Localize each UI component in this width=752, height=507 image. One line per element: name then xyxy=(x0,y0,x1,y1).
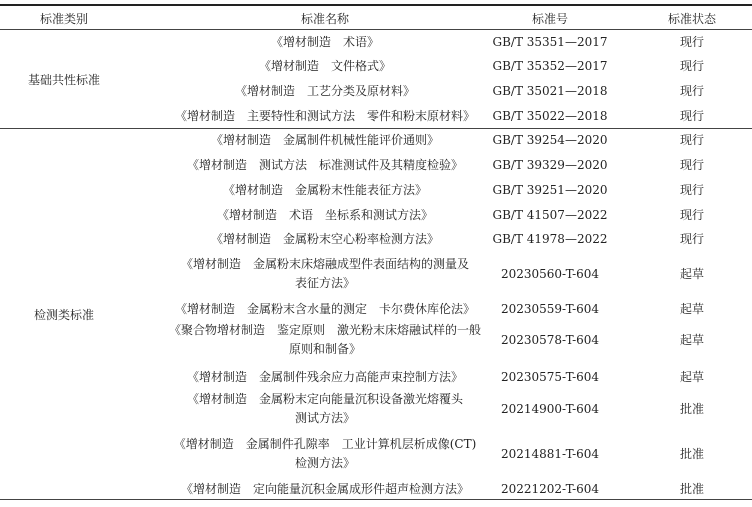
standard-code: GB/T 35352—2017 xyxy=(492,59,608,73)
standard-name-line: 《增材制造 金属粉末定向能量沉积设备激光熔覆头 xyxy=(186,392,463,406)
standard-name xyxy=(128,390,522,428)
standard-name-line: 《聚合物增材制造 鉴定原则 激光粉末床熔融试样的一般 xyxy=(168,323,481,337)
standard-status: 现行 xyxy=(679,35,704,49)
standard-name-line: 检测方法》 xyxy=(294,456,355,470)
standard-code: 20230578-T-604 xyxy=(500,332,600,347)
standard-status: 批准 xyxy=(679,482,704,496)
standard-status: 批准 xyxy=(679,401,704,416)
standard-code: 20230560-T-604 xyxy=(500,266,600,281)
standard-status: 现行 xyxy=(679,84,704,98)
table-bottom-rule xyxy=(0,499,752,500)
header-name: 标准名称 xyxy=(300,12,349,26)
standard-name-line: 表征方法》 xyxy=(294,276,355,290)
standard-name-line: 《增材制造 测试方法 标准测试件及其精度检验》 xyxy=(186,158,463,172)
standard-status: 现行 xyxy=(679,133,704,147)
standard-name xyxy=(128,255,522,293)
standard-status: 现行 xyxy=(679,208,704,222)
standard-name-line: 《增材制造 术语》 xyxy=(270,35,379,49)
standard-code: GB/T 35021—2018 xyxy=(492,84,608,98)
standard-name xyxy=(128,82,522,101)
standard-name-line: 《增材制造 工艺分类及原材料》 xyxy=(234,84,415,98)
standard-name-line: 测试方法》 xyxy=(294,411,355,425)
standard-code: GB/T 35022—2018 xyxy=(492,109,608,123)
standard-name-line: 《增材制造 金属粉末床熔融成型件表面结构的测量及 xyxy=(180,257,469,271)
standard-name xyxy=(128,156,522,175)
standard-name xyxy=(128,230,522,249)
standard-code: GB/T 39254—2020 xyxy=(492,133,608,147)
header-code: 标准号 xyxy=(531,12,568,26)
standard-name xyxy=(128,321,522,359)
standard-name xyxy=(128,368,522,387)
table-top-rule xyxy=(0,4,752,6)
standard-code: GB/T 39329—2020 xyxy=(492,158,608,172)
standard-name-line: 《增材制造 金属制件孔隙率 工业计算机层析成像(CT) xyxy=(173,437,477,451)
header-rule xyxy=(0,29,752,30)
standard-name-line: 《增材制造 定向能量沉积金属成形件超声检测方法》 xyxy=(180,482,469,496)
standard-status: 起草 xyxy=(679,370,704,384)
standard-code: GB/T 35351—2017 xyxy=(492,35,608,49)
standard-status: 起草 xyxy=(679,266,704,281)
standard-name xyxy=(128,131,522,150)
standard-name-line: 《增材制造 金属制件残余应力高能声束控制方法》 xyxy=(186,370,463,384)
standard-code: GB/T 41978—2022 xyxy=(492,232,608,246)
standard-status: 现行 xyxy=(679,232,704,246)
standard-code: 20230575-T-604 xyxy=(500,370,600,384)
standard-status: 起草 xyxy=(679,332,704,347)
standard-name xyxy=(128,480,522,499)
standard-name xyxy=(128,181,522,200)
standard-code: 20230559-T-604 xyxy=(500,302,600,316)
standard-name xyxy=(128,107,522,126)
standard-name-line: 《增材制造 金属粉末含水量的测定 卡尔费休库伦法》 xyxy=(174,302,475,316)
standard-name xyxy=(128,300,522,319)
standard-status: 现行 xyxy=(679,158,704,172)
standard-name-line: 《增材制造 金属粉末性能表征方法》 xyxy=(222,183,427,197)
standard-code: GB/T 41507—2022 xyxy=(492,208,608,222)
standard-code: GB/T 39251—2020 xyxy=(492,183,608,197)
standard-name-line: 《增材制造 金属制件机械性能评价通则》 xyxy=(210,133,439,147)
standard-name xyxy=(128,33,522,52)
standard-code: 20214900-T-604 xyxy=(500,401,600,416)
category-testing: 检测类标准 xyxy=(33,308,94,322)
standard-name-line: 《增材制造 术语 坐标系和测试方法》 xyxy=(216,208,433,222)
standard-name-line: 《增材制造 金属粉末空心粉率检测方法》 xyxy=(210,232,439,246)
standard-name xyxy=(128,206,522,225)
standard-code: 20221202-T-604 xyxy=(500,482,600,496)
standard-code: 20214881-T-604 xyxy=(500,446,600,461)
group-divider xyxy=(0,128,752,129)
header-category: 标准类别 xyxy=(39,12,88,26)
standard-name-line: 《增材制造 文件格式》 xyxy=(258,59,391,73)
header-status: 标准状态 xyxy=(667,12,716,26)
standard-status: 现行 xyxy=(679,183,704,197)
standard-status: 起草 xyxy=(679,302,704,316)
standard-name xyxy=(128,435,522,473)
standard-name-line: 《增材制造 主要特性和测试方法 零件和粉末原材料》 xyxy=(174,109,475,123)
standard-status: 批准 xyxy=(679,446,704,461)
category-basic: 基础共性标准 xyxy=(27,73,100,87)
standard-status: 现行 xyxy=(679,109,704,123)
standard-name-line: 原则和制备》 xyxy=(288,342,361,356)
standard-name xyxy=(128,57,522,76)
standard-status: 现行 xyxy=(679,59,704,73)
